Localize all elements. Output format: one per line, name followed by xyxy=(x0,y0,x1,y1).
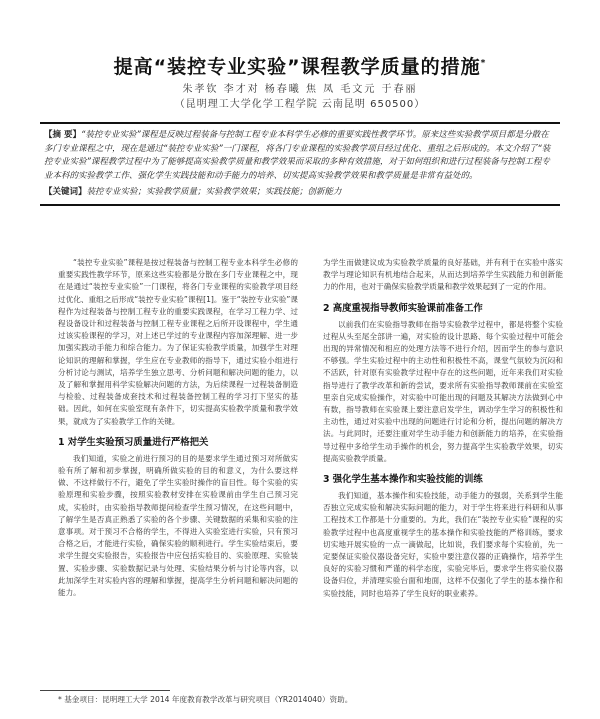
continued-paragraph: 为学生而做建议成为实验教学质量的良好基础，并有利于在实验中落实教学与理论知识有机地结合起来，从而达到培养学生实践能力和创新能力的作用，也对于确保实验教学质量和教学效果起到了一定的作用。 xyxy=(323,258,563,292)
keywords-label: 【关键词】 xyxy=(44,187,87,198)
body-columns xyxy=(58,257,564,682)
right-column xyxy=(323,257,563,600)
section-3-paragraph: 我们知道，基本操作和实验技能，动手能力的强弱，关系到学生能否独立完成实验和解决实际问题的能力，对于学生将来进行科研和从事工程技术工作都是十分重要的。为此，我们在“装控专业实验”课程的实验教学过程中也高度重视学生的基本操作和实验技能的严格训练，要求切实地开展实验的一点一滴做起，比如说，我们要求每个实验前，先一定要保证实验仪器设备完好，实验中要注意仪器的正确操作，培养学生良好的实验习惯和严谨的科学态度，实验完毕后，要求学生将实验仪器设备归位，并清理实验台面和地面，这样不仅强化了学生的基本操作和实验技能，同时也培养了学生良好的职业素养。 xyxy=(323,491,563,598)
abstract-text: “装控专业实验”课程是反映过程装备与控制工程专业本科学生必修的重要实践性教学环节。原来这些实验教学项目都是分散在多门专业课程之中，现在是通过“装控专业实验”一门课程，将各门专业课程的实验教学项目经过优化、重组之后形成的。本文介绍了“装控专业实验”课程教学过程中为了能够提高实验教学质量和教学效果而采取的多种有效措施，对于如何组织和进行过程装备与控制工程专业本科的实验教学工作、强化学生实践技能和动手能力的培养、切实提高实验教学效果和教学质量是非常有益处的。 xyxy=(44,130,551,181)
intro-paragraph: “装控专业实验”课程是按过程装备与控制工程专业本科学生必修的重要实践性教学环节，原来这些实验都是分散在多门专业课程之中，现在是通过“装控专业实验”一门课程，将各门专业课程的实验教学项目经过优化、重组之后形成“装控专业实验”课程[1]。鉴于“装控专业实验”课程作为过程装备与控制工程专业的重要实践课程，在学习工程力学、过程设备设计和过程装备与控制工程专业课程之后所开设课程中，学生通过该实验课程的学习，对上述已学过的专业课程内容加深理解、进一步加强实践动手能力和综合能力。为了保证实验教学质量，加强学生对理论知识的理解和掌握，学生应在专业教师的指导下，通过实验小组进行分析讨论与测试，培养学生独立思考、分析问题和解决问题的能力，以及了解和掌握用科学实验解决问题的方法，为后续课程一过程装备制造与检验、过程装备成套技术和过程装备控制工程的学习打下坚实的基础。因此，如何在实验室现有条件下，切实提高实验教学质量和教学效果，就成为了实验教学工作的关键。 xyxy=(58,258,298,426)
section-2-paragraph: 以前我们在实验指导教师在指导实验教学过程中，都是将整个实验过程从头至尾全部讲一遍，对实验的设计思路、每个实验过程中可能会出现的异常情况和相应的处理方法等不进行介绍，因而学生的参与意识不够强。学生实验过程中的主动性和积极性不高，课堂气氛较为沉闷和不活跃，针对原有实验教学过程中存在的这些问题，近年来我们对实验指导进行了教学改革和新的尝试，要求所有实验指导教师课前在实验室里亲自完成实验操作，对实验中可能出现的问题及其解决方法做到心中有数，指导教师在实验课上要注意启发学生，调动学生学习的积极性和主动性，通过对实验中出现的问题进行讨论和分析，提出问题的解决方法。与此同时，还要注重对学生动手能力和创新能力的培养，在实验指导过程中多给学生动手操作的机会，努力提高学生实验教学效果，切实提高实验教学质量。 xyxy=(323,319,563,463)
abstract xyxy=(44,129,556,183)
affiliation: （昆明理工大学化学工程学院 云南昆明 650500） xyxy=(174,99,426,110)
title-footnote-mark: * xyxy=(480,58,487,69)
abstract-box xyxy=(40,122,560,206)
paper-title: 提高“装控专业实验”课程教学质量的措施* xyxy=(113,56,487,78)
abstract-label: 【摘 要】 xyxy=(44,130,81,140)
section-1-paragraph: 我们知道，实验之前进行预习的目的是要求学生通过预习对所做实验有所了解和初步掌握，明确所做实验的目的和意义，为什么要这样做、不这样做行不行，避免了学生实验时操作的盲目性。每个实验的实验原理和实验步骤，按照实验教材安排在实验课前由学生自己预习完成，实验时，由实验指导教师提问检查学生预习情况，在这些问题中，了解学生是否真正熟悉了实验的各个步骤、关键数据的采集和实验的注意事项。对于预习不合格的学生，不得进入实验室进行实验，只有预习合格之后，才能进行实验，确保实验的顺利进行。学生实验结束后，要求学生提交实验报告，实验报告中应包括实验目的、实验原理、实验装置、实验步骤、实验数据记录与处理、实验结果分析与讨论等内容，以此加深学生对实验内容的理解和掌握，提高学生分析问题和解决问题的能力。 xyxy=(58,453,298,598)
section-3-heading: 3 强化学生基本操作和实验技能的训练 xyxy=(323,474,483,486)
footnote: * 基金项目：昆明理工大学 2014 年度教育教学改革与研究项目（YR2014040）资助。 xyxy=(58,695,353,704)
left-column xyxy=(58,257,298,599)
section-2-heading: 2 高度重视指导教师实验课前准备工作 xyxy=(323,302,483,314)
footnote-divider xyxy=(40,690,170,691)
section-1-heading: 1 对学生实验预习质量进行严格把关 xyxy=(58,436,209,448)
author-list: 朱孝钦 李才对 杨春曦 焦 凤 毛文元 于春丽 xyxy=(182,84,418,95)
keywords xyxy=(44,186,556,200)
keywords-text: 装控专业实验；实验教学质量；实验教学效果；实践技能；创新能力 xyxy=(86,187,342,198)
